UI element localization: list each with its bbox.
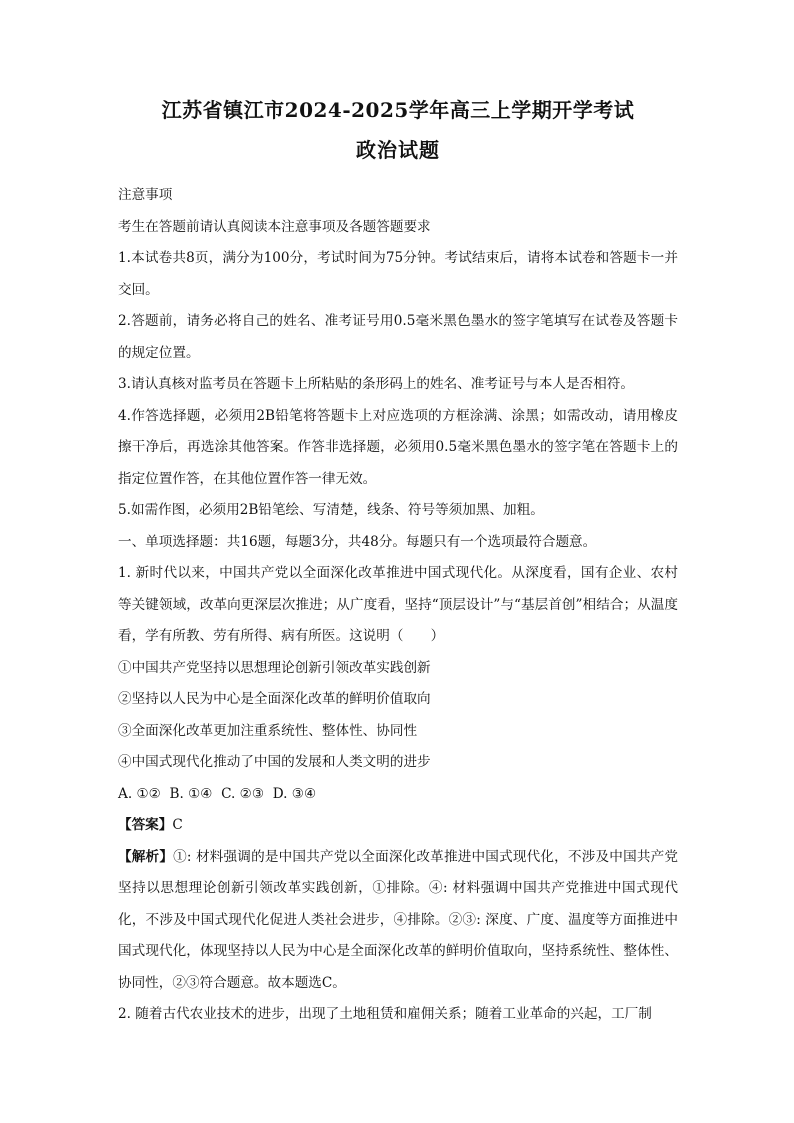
notice-item-4: 4.作答选择题，必须用2B铅笔将答题卡上对应选项的方框涂满、涂黑；如需改动，请用橡皮擦干净后，再选涂其他答案。作答非选择题，必须用0.5毫米黑色墨水的签字笔在答题卡上的指定位置作答，在其他位置作答一律无效。 [118, 407, 678, 487]
question-1-statement-1: ①中国共产党坚持以思想理论创新引领改革实践创新 [118, 659, 431, 676]
notice-item-3: 3.请认真核对监考员在答题卡上所粘贴的条形码上的姓名、准考证号与本人是否相符。 [118, 376, 634, 392]
exam-subject: 政治试题 [356, 138, 440, 162]
exam-page [118, 96, 678, 1031]
notice-item-2: 2.答题前，请务必将自己的姓名、准考证号用0.5毫米黑色墨水的签字笔填写在试卷及答题卡的规定位置。 [118, 313, 678, 361]
notice-item-1: 1.本试卷共8页，满分为100分，考试时间为75分钟。考试结束后，请将本试卷和答题卡一并交回。 [118, 250, 678, 298]
notice-heading: 注意事项 [118, 187, 173, 203]
notice-item-5: 5.如需作图，必须用2B铅笔绘、写清楚，线条、符号等须加黑、加粗。 [118, 502, 544, 518]
question-1-answer [118, 810, 678, 842]
question-2-stem: 2. 随着古代农业技术的进步，出现了土地租赁和雇佣关系；随着工业革命的兴起，工厂制 [118, 1006, 652, 1022]
question-1-options: A. ①② B. ①④ C. ②③ D. ③④ [118, 785, 317, 802]
notice-intro: 考生在答题前请认真阅读本注意事项及各题答题要求 [118, 218, 431, 235]
analysis-label: 【解析】 [118, 848, 174, 865]
question-1-stem: 1. 新时代以来，中国共产党以全面深化改革推进中国式现代化。从深度看，国有企业、农村等关键领域，改革向更深层次推进；从广度看，坚持“顶层设计”与“基层首创”相结合；从温度看，学有所教、劳有所得、病有所医。这说明（ ） [118, 565, 678, 644]
question-1-statement-4: ④中国式现代化推动了中国的发展和人类文明的进步 [118, 754, 431, 770]
question-1-analysis [118, 842, 678, 1000]
question-1-statement-2: ②坚持以人民为中心是全面深化改革的鲜明价值取向 [118, 691, 431, 707]
answer-label: 【答案】 [118, 817, 173, 833]
analysis-text: ①: 材料强调的是中国共产党以全面深化改革推进中国式现代化，不涉及中国共产党坚持以思想理论创新引领改革实践创新，①排除。④: 材料强调中国共产党推进中国式现代化，不涉及中国式现代化促进人类社会进步，④排除。②③: 深度、广度、温度等方面推进中国式现代化，体现坚持以人民为中心是全面深化改革的鲜明价值取向，坚持系统性、整体性、协同性，②③符合题意。故本题选C。 [118, 848, 678, 991]
question-1-statement-3: ③全面深化改革更加注重系统性、整体性、协同性 [118, 722, 418, 739]
exam-title: 江苏省镇江市2024-2025学年高三上学期开学考试 [161, 98, 635, 122]
answer-value: C [172, 817, 183, 833]
section-heading: 一、单项选择题：共16题，每题3分，共48分。每题只有一个选项最符合题意。 [118, 533, 597, 550]
